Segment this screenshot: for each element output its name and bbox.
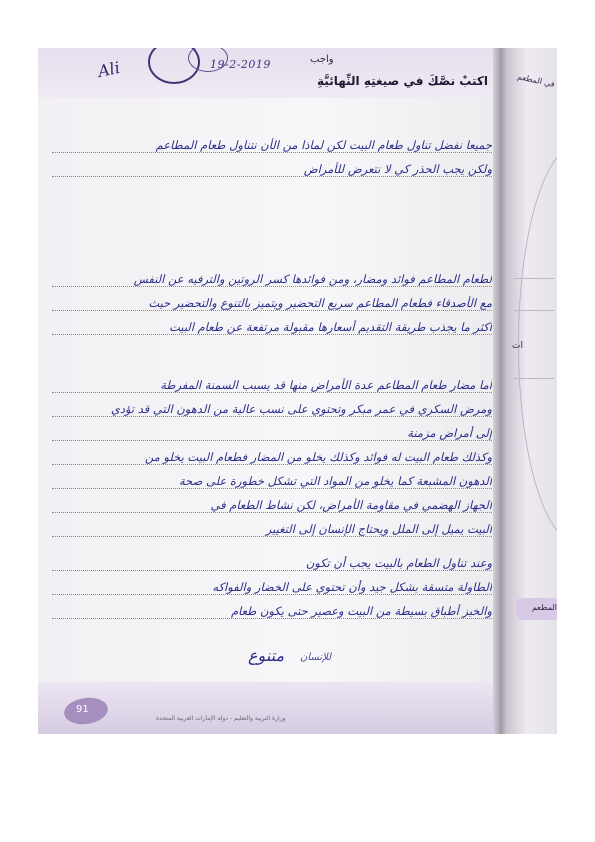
text-line: الدهون المشبعة كما يخلو من المواد التي تشكل خطورة على صحة — [179, 474, 492, 488]
text-line: مع الأصدقاء فطعام المطاعم سريع التحضير ويتميز بالتنوع والتحضير حيث — [148, 296, 492, 310]
text-line: لطعام المطاعم فوائد ومضار، ومن فوائدها كسر الروتين والترفيه عن النفس — [133, 272, 492, 286]
text-line: الجهاز الهضمي في مقاومة الأمراض، لكن نشاط الطعام في — [210, 498, 492, 512]
page-title: اكتبْ نصَّكَ في صيغتِهِ النِّهائيَّةِ — [317, 74, 488, 88]
text-line: ومرض السكري في عمر مبكر وتحتوي على نسب عالية من الدهون التي قد تؤدي — [110, 402, 492, 416]
text-line: والخبز أطباق بسيطة من البيت وعصير حتى يكون طعام — [231, 604, 492, 618]
homework-label: واجب — [310, 54, 334, 65]
facing-tab-label: المطعم — [531, 603, 557, 612]
facing-tab — [516, 598, 557, 620]
notebook-photo — [38, 48, 557, 734]
facing-label: ات — [512, 341, 523, 351]
closing-note: للإنسان — [300, 652, 332, 663]
text-line: إلى أمراض مزمنة — [407, 426, 492, 440]
text-line: وعند تناول الطعام بالبيت يجب أن تكون — [305, 556, 492, 570]
text-line: أكثر ما يجذب طريقة التقديم أسعارها مقبولة مرتفعة عن طعام البيت — [169, 320, 492, 334]
text-line: البيت يميل إلى الملل ويحتاج الإنسان إلى التغيير — [265, 522, 492, 536]
text-line: أما مضار طعام المطاعم عدة الأمراض منها قد يسبب السمنة المفرطة — [160, 378, 492, 392]
left-page — [38, 48, 506, 734]
divider — [514, 310, 554, 311]
page-number: 91 — [76, 704, 89, 715]
facing-page — [506, 48, 557, 734]
date: 19-2-2019 — [210, 58, 271, 71]
divider — [514, 278, 554, 279]
text-line: جميعا نفضل تناول طعام البيت لكن لماذا من الأن نتناول طعام المطاعم — [155, 138, 492, 152]
signature: Ali — [96, 57, 122, 82]
text-line: وكذلك طعام البيت له فوائد وكذلك يخلو من المضار فطعام البيت يخلو من — [144, 450, 492, 464]
footer-band — [38, 682, 506, 734]
diagram-circle — [518, 143, 557, 545]
footer-text: وزارة التربية والتعليم - دولة الإمارات العربية المتحدة — [156, 715, 286, 722]
divider — [514, 378, 554, 379]
closing-word: متنوع — [248, 646, 285, 665]
text-line: ولكن يجب الحذر كي لا نتعرض للأمراض — [303, 162, 492, 176]
text-line: الطاولة متسقة بشكل جيد وأن تحتوي على الخضار والفواكه — [212, 580, 492, 594]
facing-title: في المطعم — [516, 72, 556, 89]
